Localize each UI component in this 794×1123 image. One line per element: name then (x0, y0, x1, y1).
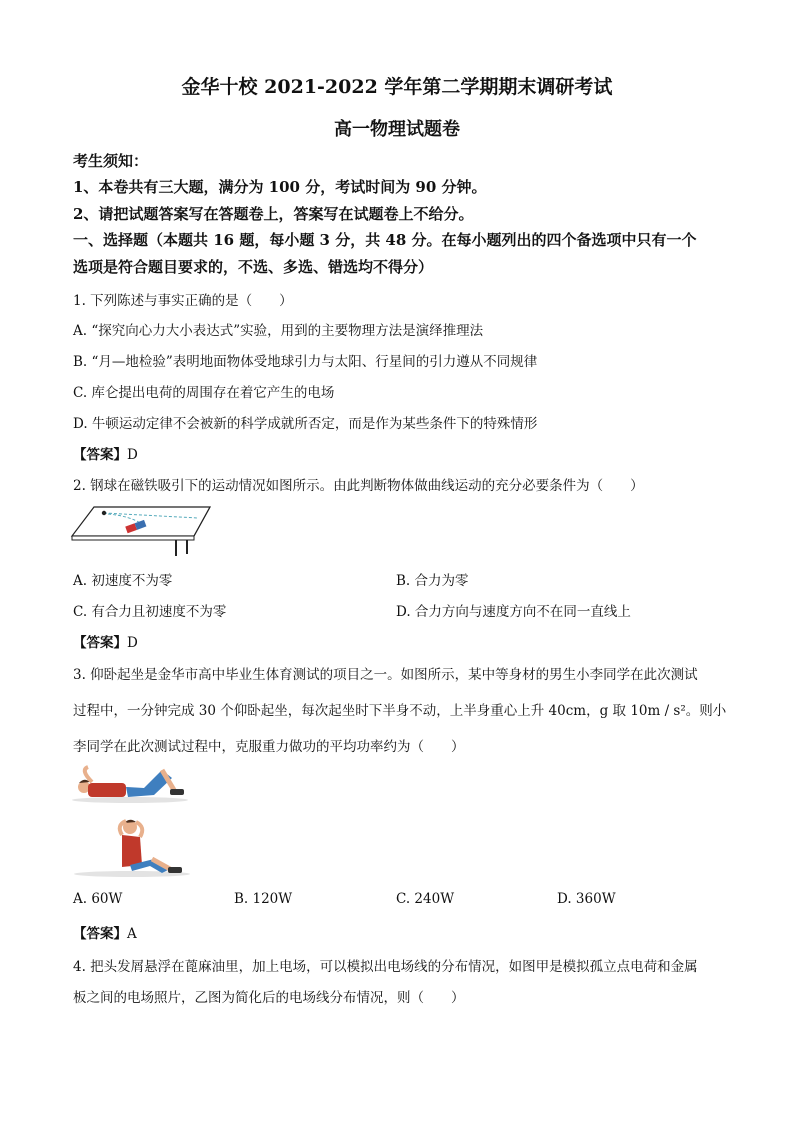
q2-option-a: A. 初速度不为零 (73, 573, 173, 589)
q2-answer (73, 631, 138, 651)
q1-option-d: D. 牛顿运动定律不会被新的科学成就所否定，而是作为某些条件下的特殊情形 (73, 416, 538, 432)
q2-option-b: B. 合力为零 (396, 573, 469, 589)
q1-option-a: A. “探究向心力大小表达式”实验，用到的主要物理方法是演绎推理法 (73, 323, 484, 339)
q4-line-1: 4. 把头发屑悬浮在蓖麻油里，加上电场，可以模拟出电场线的分布情况，如图甲是模拟孤立点电荷和金属 (73, 959, 698, 975)
q2-option-d: D. 合力方向与速度方向不在同一直线上 (396, 604, 631, 620)
q1-answer (73, 443, 138, 463)
notice-heading: 考生须知： (73, 152, 149, 170)
answer-tag: 【答案】 (73, 926, 127, 942)
answer-tag: 【答案】 (73, 447, 127, 463)
exam-title: 金华十校 2021-2022 学年第二学期期末调研考试 (181, 76, 613, 98)
q3-option-d: D. 360W (557, 891, 616, 907)
q3-line-1: 3. 仰卧起坐是金华市高中毕业生体育测试的项目之一。如图所示，某中等身材的男生小李同学在此次测试 (73, 667, 698, 683)
notice-item-1: 1、本卷共有三大题，满分为 100 分，考试时间为 90 分钟。 (73, 178, 487, 196)
q2-option-c: C. 有合力且初速度不为零 (73, 604, 227, 620)
q2-stem: 2. 钢球在磁铁吸引下的运动情况如图所示。由此判断物体做曲线运动的充分必要条件为（ ） (73, 478, 644, 494)
section-heading-line2: 选项是符合题目要求的，不选、多选、错选均不得分） (73, 258, 434, 276)
q1-answer-value: D (127, 447, 138, 463)
q3-option-c: C. 240W (396, 891, 455, 907)
q2-answer-value: D (127, 635, 138, 651)
q4-line-2: 板之间的电场照片，乙图为简化后的电场线分布情况，则（ ） (73, 990, 465, 1006)
exam-subtitle: 高一物理试题卷 (334, 119, 460, 140)
q3-option-b: B. 120W (234, 891, 293, 907)
q3-option-a: A. 60W (73, 891, 123, 907)
answer-tag: 【答案】 (73, 635, 127, 651)
section-heading-line1: 一、选择题（本题共 16 题，每小题 3 分，共 48 分。在每小题列出的四个备选项中只有一个 (73, 231, 697, 249)
q1-stem: 1. 下列陈述与事实正确的是（ ） (73, 293, 293, 309)
q3-line-3: 李同学在此次测试过程中，克服重力做功的平均功率约为（ ） (73, 739, 465, 755)
q3-line-2: 过程中，一分钟完成 30 个仰卧起坐，每次起坐时下半身不动，上半身重心上升 40cm，g 取 10m / s²。则小 (73, 703, 727, 719)
q2-table-figure (70, 500, 220, 560)
situp-sitting-figure (70, 815, 195, 880)
q3-answer-value: A (127, 926, 137, 942)
q3-answer (73, 922, 137, 942)
notice-item-2: 2、请把试题答案写在答题卷上，答案写在试题卷上不给分。 (73, 205, 474, 223)
situp-lying-figure (70, 760, 195, 805)
q1-option-b: B. “月—地检验”表明地面物体受地球引力与太阳、行星间的引力遵从不同规律 (73, 354, 538, 370)
q1-option-c: C. 库仑提出电荷的周围存在着它产生的电场 (73, 385, 335, 401)
